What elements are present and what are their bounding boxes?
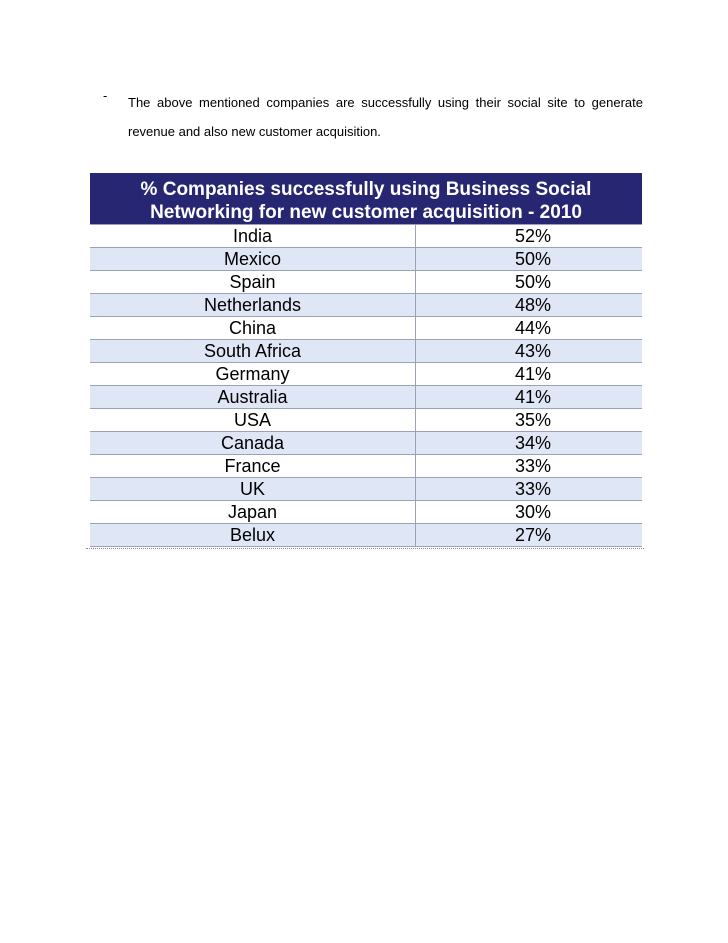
table-title (90, 173, 642, 224)
percentage-value: 50% (514, 272, 552, 292)
table-row (90, 248, 642, 271)
percentage-value: 44% (514, 318, 552, 338)
percentage-value: 35% (514, 410, 552, 430)
percentage-cell (416, 409, 643, 432)
percentage-value: 50% (514, 249, 552, 269)
table-row (90, 524, 642, 547)
table-row (90, 225, 642, 248)
country-cell: UK (90, 478, 416, 501)
table-row (90, 501, 642, 524)
dotted-divider (86, 548, 644, 549)
table-title-line-1: % Companies successfully using Business Social (140, 179, 592, 200)
table-row (90, 432, 642, 455)
table-row (90, 455, 642, 478)
bullet-marker: - (103, 88, 108, 103)
table-row (90, 294, 642, 317)
country-cell: Mexico (90, 248, 416, 271)
percentage-value: 30% (514, 502, 552, 522)
percentage-cell (416, 294, 643, 317)
percentage-value: 43% (514, 341, 552, 361)
table-row (90, 409, 642, 432)
country-cell: Australia (90, 386, 416, 409)
country-cell: India (90, 225, 416, 248)
table-row (90, 317, 642, 340)
percentage-value: 33% (514, 456, 552, 476)
percentage-cell (416, 524, 643, 547)
bullet-text: The above mentioned companies are successfully using their social site to generate revenue and also new customer acquisition. (128, 95, 643, 139)
country-cell: Belux (90, 524, 416, 547)
percentage-cell (416, 363, 643, 386)
percentage-cell (416, 501, 643, 524)
table-title-line-2: Networking for new customer acquisition - 2010 (150, 202, 582, 223)
table-body (90, 224, 642, 547)
country-cell: Spain (90, 271, 416, 294)
percentage-cell (416, 455, 643, 478)
country-percentage-table (90, 173, 642, 547)
percentage-value: 33% (514, 479, 552, 499)
table-row (90, 340, 642, 363)
percentage-cell (416, 248, 643, 271)
percentage-cell (416, 478, 643, 501)
country-cell: USA (90, 409, 416, 432)
percentage-value: 34% (514, 433, 552, 453)
percentage-cell (416, 386, 643, 409)
percentage-cell (416, 340, 643, 363)
percentage-value: 41% (514, 364, 552, 384)
percentage-value: 52% (514, 226, 552, 246)
table-row (90, 271, 642, 294)
percentage-value: 48% (514, 295, 552, 315)
percentage-value: 41% (514, 387, 552, 407)
country-cell: China (90, 317, 416, 340)
percentage-cell (416, 225, 643, 248)
country-cell: Germany (90, 363, 416, 386)
country-cell: South Africa (90, 340, 416, 363)
table-row (90, 363, 642, 386)
percentage-value: 27% (514, 525, 552, 545)
percentage-cell (416, 432, 643, 455)
country-cell: Canada (90, 432, 416, 455)
country-cell: Netherlands (90, 294, 416, 317)
table-row (90, 478, 642, 501)
percentage-cell (416, 317, 643, 340)
percentage-cell (416, 271, 643, 294)
country-cell: France (90, 455, 416, 478)
country-cell: Japan (90, 501, 416, 524)
table-row (90, 386, 642, 409)
